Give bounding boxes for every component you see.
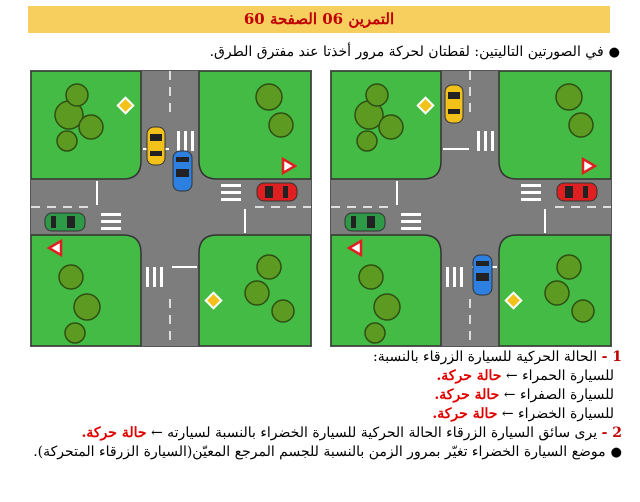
q1-item-answer: حالة حركة. (434, 387, 500, 403)
bullet-icon: ● (608, 45, 620, 60)
q1-item-label: للسيارة الصفراء (519, 387, 614, 403)
green-car-icon (45, 213, 85, 231)
q1-item (18, 405, 622, 424)
question-2 (18, 424, 622, 443)
red-car-icon (257, 183, 297, 201)
q1-item-label: للسيارة الخضراء (518, 406, 614, 422)
grass-corner (331, 235, 441, 346)
red-car-icon (557, 183, 597, 201)
questions-answers (18, 348, 622, 462)
question-2-answer: حالة حركة. (81, 425, 147, 441)
question-2-number: 2 - (601, 425, 622, 441)
grass-corner (31, 235, 141, 346)
intro-line (20, 42, 620, 63)
intersection-right-svg (331, 71, 611, 346)
q1-item-answer: حالة حركة. (432, 406, 498, 422)
q1-item-answer: حالة حركة. (436, 368, 502, 384)
blue-car-icon (173, 151, 192, 191)
intersection-left-svg (31, 71, 311, 346)
intro-text: في الصورتين التاليتين: لقطتان لحركة مرور أخذتا عند مفترق الطرق. (209, 44, 604, 60)
bullet-icon: ● (610, 445, 622, 460)
yellow-car-icon (445, 85, 463, 123)
arrow-icon: ← (505, 368, 518, 384)
q1-item (18, 367, 622, 386)
question-2-text: يرى سائق السيارة الزرقاء الحالة الحركية للسيارة الخضراء بالنسبة لسيارته (167, 425, 598, 441)
arrow-icon: ← (503, 387, 516, 403)
blue-car-icon (473, 255, 492, 295)
question-1 (18, 348, 622, 367)
yellow-car-icon (147, 127, 165, 165)
grass-corner (499, 71, 611, 179)
question-1-text: الحالة الحركية للسيارة الزرقاء بالنسبة: (373, 349, 598, 365)
question-1-number: 1 - (601, 349, 622, 365)
arrow-icon: ← (150, 425, 163, 441)
note-text: موضع السيارة الخضراء تغيّر بمرور الزمن بالنسبة للجسم المرجع المعيّن(السيارة الزرقاء المتحركة). (33, 444, 606, 460)
q1-item-label: للسيارة الحمراء (522, 368, 614, 384)
q1-item (18, 386, 622, 405)
intersection-diagram-right (330, 70, 612, 347)
arrow-icon: ← (501, 406, 514, 422)
grass-corner (199, 71, 311, 179)
note-line (18, 443, 622, 462)
intersection-diagram-left (30, 70, 312, 347)
green-car-icon (345, 213, 385, 231)
exercise-title: التمرين 06 الصفحة 60 (28, 6, 610, 33)
